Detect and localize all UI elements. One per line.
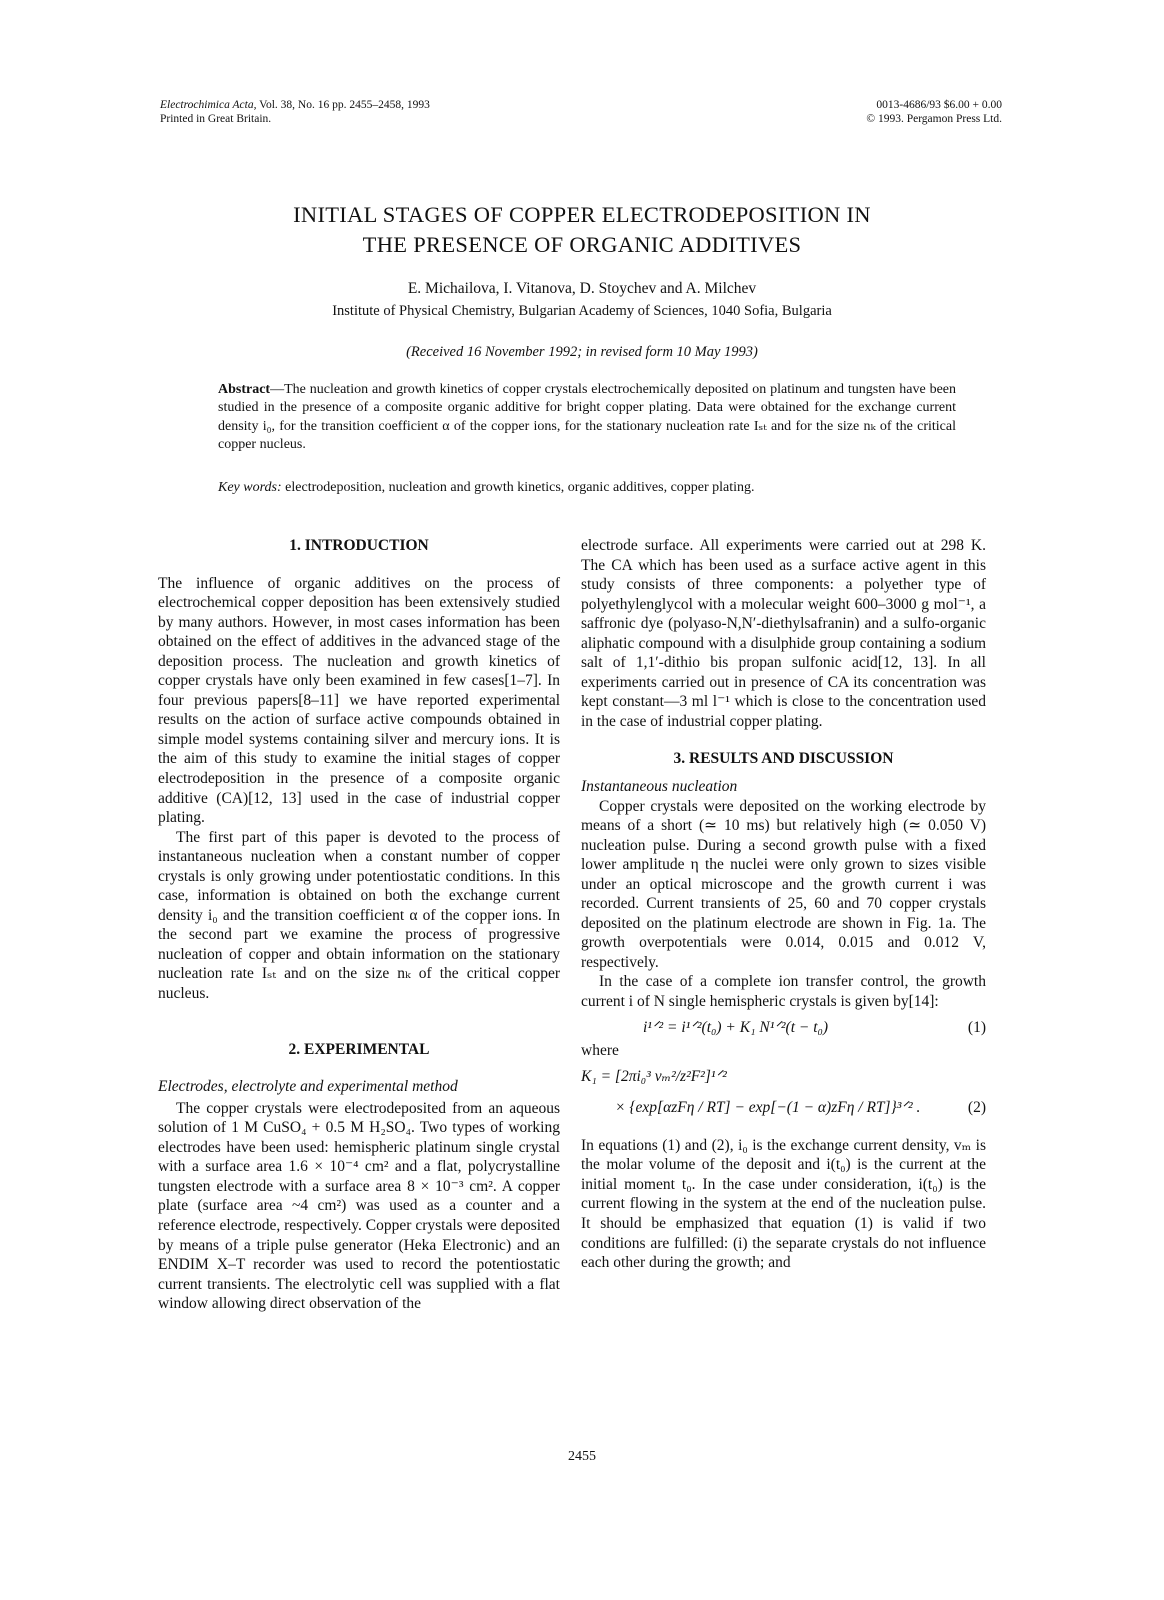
equation-2-line-2: × {exp[αzFη / RT] − exp[−(1 − α)zFη / RT]}³ᐟ² . (615, 1099, 921, 1117)
results-paragraph-3: In equations (1) and (2), i₀ is the exchange current density, vₘ is the molar volume of the deposit and i(t₀) is the current at the initial moment t₀. In the case under consideration, i(t₀) is the current flowing in the system at the end of the nucleation pulse. It should be emphasized that equation (1) is valid if two conditions are fulfilled: (i) the separate crystals do not influence each other during the growth; and (581, 1136, 986, 1272)
keywords (218, 480, 958, 496)
right-column (581, 536, 986, 1273)
journal-name: Electrochimica Acta, (160, 99, 257, 111)
paper-title (0, 200, 1164, 260)
intro-paragraph-2: The first part of this paper is devoted to the process of instantaneous nucleation when a constant number of copper crystals is only growing under potentiostatic conditions. In this case, information is obtained on both the exchange current density i₀ and the transition coefficient α of the copper ions. In the second part we examine the process of progressive nucleation of copper and obtain information on the stationary nucleation rate Iₛₜ and on the size nₖ of the critical copper nucleus. (158, 828, 560, 1003)
issn-code: 0013-4686/93 $6.00 + 0.00 (876, 99, 1002, 111)
copyright: © 1993. Pergamon Press Ltd. (866, 113, 1002, 125)
abstract-text: —The nucleation and growth kinetics of copper crystals electrochemically deposited on platinum and tungsten have been studied in the presence of a composite organic additive for bright copper plating. Data were obtained for the exchange current density i₀, for the transition coefficient α of the copper ions, for the stationary nucleation rate Iₛₜ and for the size nₖ of the critical copper nucleus. (218, 382, 956, 452)
section-heading-introduction: 1. INTRODUCTION (289, 537, 429, 554)
abstract-label: Abstract (218, 382, 271, 397)
running-header-right (866, 98, 1002, 126)
section-heading-experimental: 2. EXPERIMENTAL (288, 1040, 430, 1058)
intro-paragraph-1: The influence of organic additives on the process of electrochemical copper deposition has been extensively studied by many authors. However, in most cases information has been obtained on the effect of additives in the advanced stage of the deposition process. The nucleation and growth kinetics of copper crystals have only been examined in few cases[1–7]. In four previous papers[8–11] we have reported experimental results on the action of surface active compounds obtained in simple model systems containing silver and mercury ions. It is the aim of this study to examine the initial stages of copper electrodeposition in the presence of a composite organic additive (CA)[12, 13] used in the case of industrial copper plating. (158, 574, 560, 827)
equation-2 (581, 1098, 986, 1118)
page-number: 2455 (568, 1449, 596, 1464)
received-dates: (Received 16 November 1992; in revised form 10 May 1993) (406, 344, 758, 360)
affiliation: Institute of Physical Chemistry, Bulgarian Academy of Sciences, 1040 Sofia, Bulgaria (332, 303, 832, 319)
abstract (218, 381, 956, 454)
running-header-left (160, 98, 430, 126)
experimental-paragraph-continued: electrode surface. All experiments were carried out at 298 K. The CA which has been used as a surface active agent in this study consists of three components: a polyether type of polyethylenglycol with a molecular weight 600–3000 g mol⁻¹, a saffronic dye (polyaso-N,N′-diethylsafranin) and a sulfo-organic aliphatic compound with a disulphide group containing a sodium salt of 1,1′-dithio bis propan sulfonic acid[12, 13]. In all experiments carried out in presence of CA its concentration was kept constant—3 ml l⁻¹ which is close to the concentration used in the case of industrial copper plating. (581, 537, 986, 730)
subsection-heading-electrodes: Electrodes, electrolyte and experimental method (158, 1078, 458, 1096)
results-paragraph-2: In the case of a complete ion transfer control, the growth current i of N single hemispheric crystals is given by[14]: (581, 973, 986, 1011)
equation-1-number: (1) (967, 1018, 986, 1036)
journal-citation: Vol. 38, No. 16 pp. 2455–2458, 1993 (259, 99, 430, 111)
results-paragraph-1: Copper crystals were deposited on the working electrode by means of a short (≃ 10 ms) but relatively high (≃ 0.050 V) nucleation pulse. During a second growth pulse with a fixed lower amplitude η the nuclei were only grown to sizes visible under an optical microscope and the growth current i was recorded. Current transients of 25, 60 and 70 copper crystals deposited on the platinum electrode are shown in Fig. 1a. The growth overpotentials were 0.014, 0.015 and 0.012 V, respectively. (581, 797, 986, 971)
experimental-paragraph: The copper crystals were electrodeposited from an aqueous solution of 1 M CuSO₄ + 0.5 M H₂SO₄. Two types of working electrodes have been used: hemispheric platinum single crystal with a surface area 1.6 × 10⁻⁴ cm² and a flat, polycrystalline tungsten electrode with a surface area 8 × 10⁻³ cm². A copper plate (surface area ~4 cm²) was used as a counter and a reference electrode, respectively. Copper crystals were deposited by means of a triple pulse generator (Heka Electronic) and an ENDIM X–T recorder was used to record the potentiostatic current transients. The electrolytic cell was supplied with a flat window allowing direct observation of the (158, 1099, 560, 1313)
title-line-2: THE PRESENCE OF ORGANIC ADDITIVES (362, 232, 802, 257)
equation-1-body: i¹ᐟ² = i¹ᐟ²(t₀) + K₁ N¹ᐟ²(t − t₀) (643, 1018, 829, 1036)
keywords-label: Key words: (218, 480, 282, 495)
title-line-1: INITIAL STAGES OF COPPER ELECTRODEPOSITION IN (293, 202, 871, 227)
equation-2-line-1: K₁ = [2πi₀³ vₘ²/z²F²]¹ᐟ² (581, 1067, 727, 1085)
equation-2-number: (2) (967, 1099, 986, 1117)
where-label: where (581, 1042, 619, 1060)
keywords-text: electrodeposition, nucleation and growth kinetics, organic additives, copper plating. (281, 480, 755, 495)
equation-1 (581, 1018, 986, 1038)
section-heading-results: 3. RESULTS AND DISCUSSION (673, 750, 894, 768)
authors: E. Michailova, I. Vitanova, D. Stoychev and A. Milchev (407, 280, 757, 297)
subsection-heading-instantaneous: Instantaneous nucleation (581, 778, 738, 796)
left-column (158, 536, 560, 1314)
printed-in: Printed in Great Britain. (160, 113, 272, 125)
